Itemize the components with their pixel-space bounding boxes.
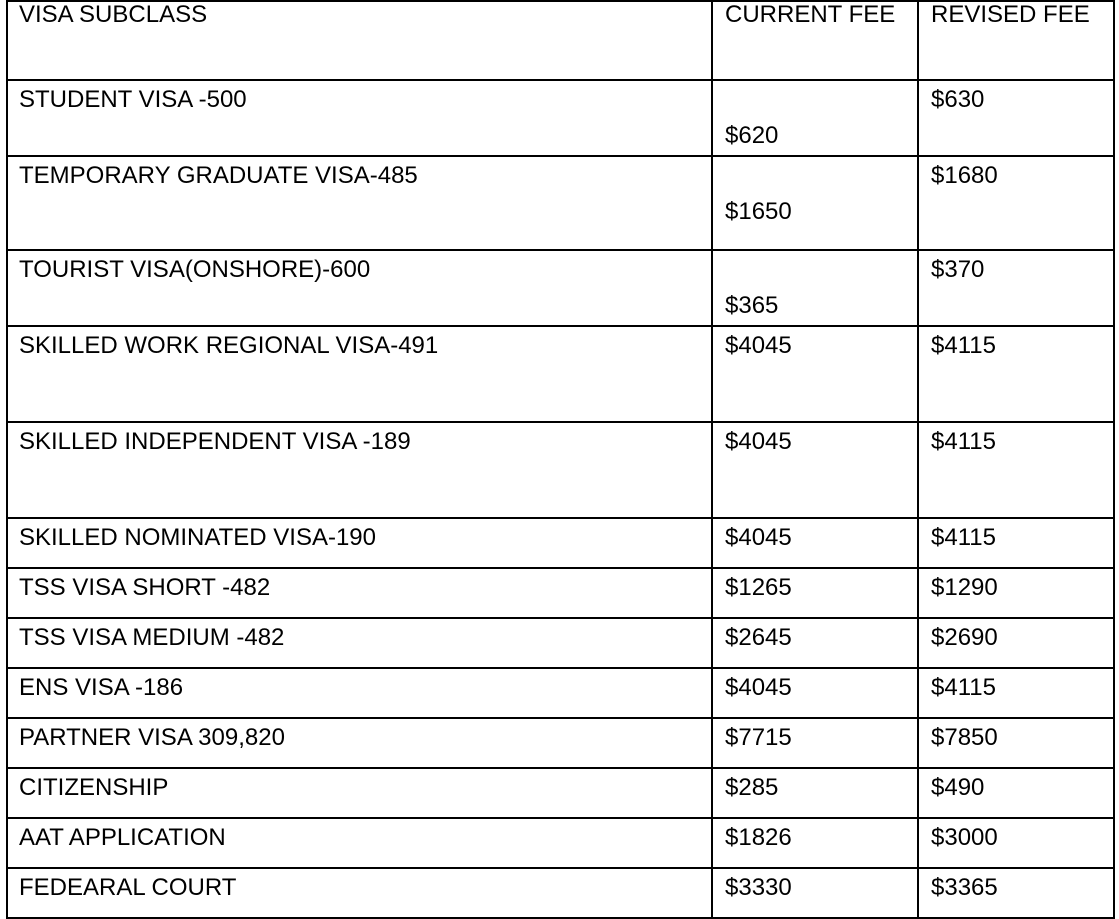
table-header-row [7, 1, 1114, 80]
table-row [7, 422, 1114, 518]
table-row [7, 768, 1114, 818]
cell-visa-subclass: FEDEARAL COURT [7, 868, 712, 918]
cell-revised-fee: $1290 [918, 568, 1114, 618]
cell-revised-fee: $370 [918, 250, 1114, 326]
cell-revised-fee: $490 [918, 768, 1114, 818]
cell-revised-fee: $7850 [918, 718, 1114, 768]
table-body [7, 80, 1114, 918]
cell-revised-fee: $1680 [918, 156, 1114, 250]
table-row [7, 80, 1114, 156]
cell-current-fee: $4045 [712, 668, 918, 718]
table-header [7, 1, 1114, 80]
cell-revised-fee: $3000 [918, 818, 1114, 868]
cell-current-fee: $4045 [712, 518, 918, 568]
cell-revised-fee: $630 [918, 80, 1114, 156]
cell-current-fee: $1650 [712, 156, 918, 250]
cell-current-fee: $1265 [712, 568, 918, 618]
cell-visa-subclass: TEMPORARY GRADUATE VISA-485 [7, 156, 712, 250]
cell-visa-subclass: ENS VISA -186 [7, 668, 712, 718]
column-header-current-fee-label: CURRENT FEE [725, 1, 896, 28]
table-row [7, 818, 1114, 868]
cell-visa-subclass: TOURIST VISA(ONSHORE)-600 [7, 250, 712, 326]
table-row [7, 518, 1114, 568]
cell-visa-subclass: CITIZENSHIP [7, 768, 712, 818]
cell-revised-fee: $4115 [918, 518, 1114, 568]
cell-current-fee: $4045 [712, 422, 918, 518]
table-row [7, 718, 1114, 768]
cell-visa-subclass: STUDENT VISA -500 [7, 80, 712, 156]
table-row [7, 868, 1114, 918]
cell-visa-subclass: PARTNER VISA 309,820 [7, 718, 712, 768]
column-header-visa-subclass-label: VISA SUBCLASS [19, 1, 208, 28]
column-header-revised-fee [918, 1, 1114, 80]
table-row [7, 668, 1114, 718]
cell-visa-subclass: SKILLED INDEPENDENT VISA -189 [7, 422, 712, 518]
table-row [7, 618, 1114, 668]
cell-revised-fee: $3365 [918, 868, 1114, 918]
cell-current-fee: $1826 [712, 818, 918, 868]
cell-current-fee: $7715 [712, 718, 918, 768]
cell-current-fee: $4045 [712, 326, 918, 422]
cell-visa-subclass: TSS VISA MEDIUM -482 [7, 618, 712, 668]
cell-visa-subclass: AAT APPLICATION [7, 818, 712, 868]
column-header-visa-subclass [7, 1, 712, 80]
table-row [7, 250, 1114, 326]
visa-fee-table [6, 0, 1115, 919]
table-row [7, 156, 1114, 250]
cell-current-fee: $285 [712, 768, 918, 818]
table-row [7, 568, 1114, 618]
cell-revised-fee: $4115 [918, 326, 1114, 422]
table-row [7, 326, 1114, 422]
cell-visa-subclass: SKILLED WORK REGIONAL VISA-491 [7, 326, 712, 422]
column-header-current-fee [712, 1, 918, 80]
cell-current-fee: $3330 [712, 868, 918, 918]
cell-visa-subclass: SKILLED NOMINATED VISA-190 [7, 518, 712, 568]
cell-current-fee: $620 [712, 80, 918, 156]
cell-revised-fee: $2690 [918, 618, 1114, 668]
cell-current-fee: $2645 [712, 618, 918, 668]
cell-revised-fee: $4115 [918, 422, 1114, 518]
column-header-revised-fee-label: REVISED FEE [931, 1, 1090, 28]
cell-visa-subclass: TSS VISA SHORT -482 [7, 568, 712, 618]
cell-revised-fee: $4115 [918, 668, 1114, 718]
cell-current-fee: $365 [712, 250, 918, 326]
